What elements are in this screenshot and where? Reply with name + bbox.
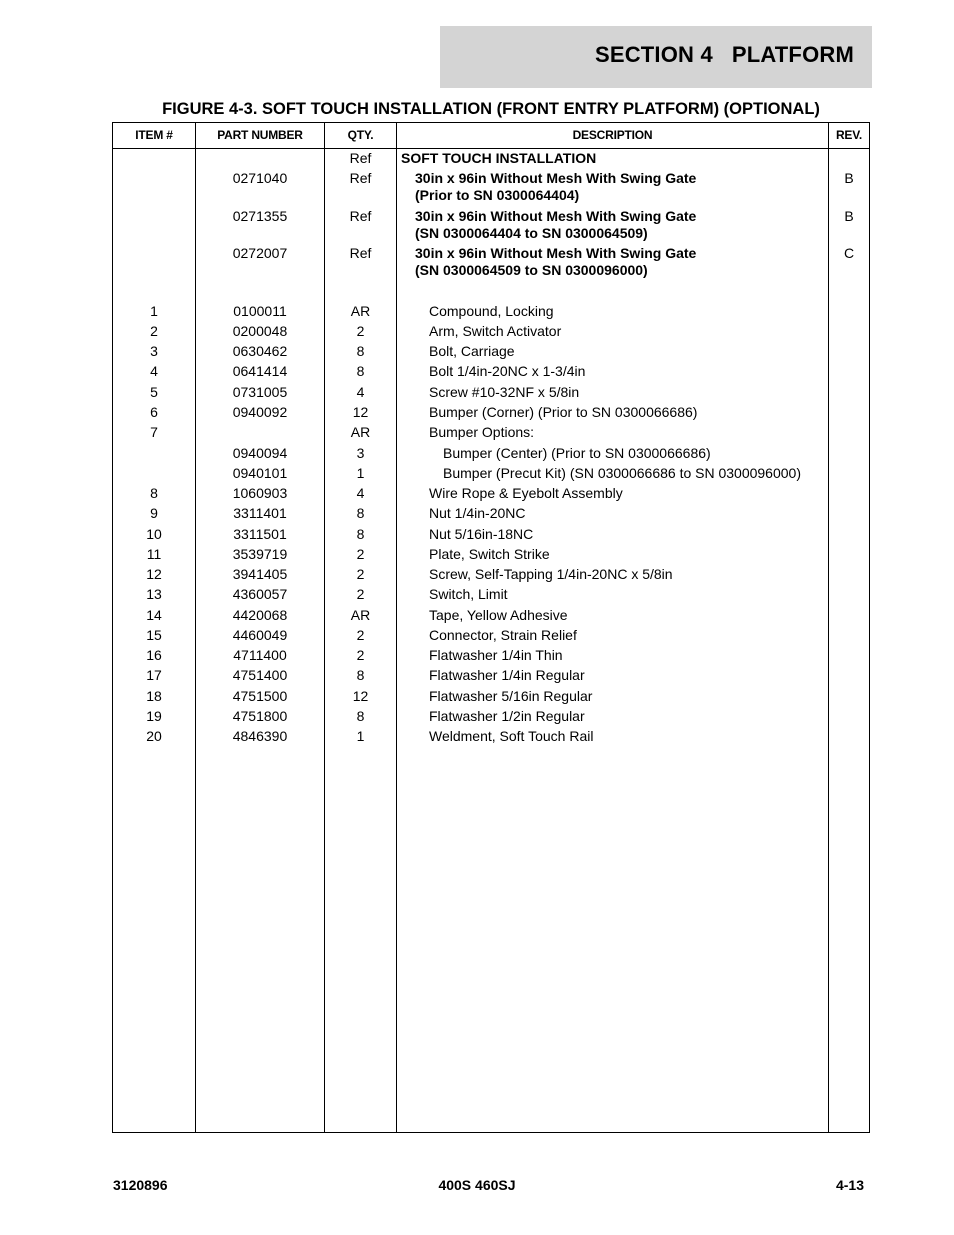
item-number: 6 bbox=[150, 404, 158, 420]
footer-doc-number: 3120896 bbox=[113, 1177, 168, 1193]
description: 30in x 96in Without Mesh With Swing Gate bbox=[415, 245, 697, 261]
description: Connector, Strain Relief bbox=[429, 627, 577, 643]
part-number: 4846390 bbox=[232, 728, 288, 744]
quantity: Ref bbox=[349, 170, 372, 186]
description: Flatwasher 5/16in Regular bbox=[429, 688, 593, 704]
item-number: 7 bbox=[150, 424, 158, 440]
quantity: 2 bbox=[356, 323, 365, 339]
description: Nut 1/4in-20NC bbox=[429, 505, 526, 521]
part-number: 0940094 bbox=[232, 445, 288, 461]
quantity: Ref bbox=[349, 150, 372, 166]
quantity: 8 bbox=[356, 667, 365, 683]
item-number: 3 bbox=[150, 343, 158, 359]
description: Wire Rope & Eyebolt Assembly bbox=[429, 485, 623, 501]
quantity: 2 bbox=[356, 566, 365, 582]
item-number: 13 bbox=[146, 586, 162, 602]
item-number: 4 bbox=[150, 363, 158, 379]
quantity: 3 bbox=[356, 445, 365, 461]
description: Compound, Locking bbox=[429, 303, 554, 319]
quantity: Ref bbox=[349, 245, 372, 261]
quantity: 8 bbox=[356, 708, 365, 724]
part-number: 0641414 bbox=[232, 363, 288, 379]
column-divider bbox=[396, 123, 397, 1132]
parts-table bbox=[112, 122, 870, 1133]
part-number: 4420068 bbox=[232, 607, 288, 623]
description-line-2: (Prior to SN 0300064404) bbox=[415, 187, 580, 203]
part-number: 3311401 bbox=[233, 505, 287, 521]
description: Switch, Limit bbox=[429, 586, 508, 602]
description: Plate, Switch Strike bbox=[429, 546, 550, 562]
part-number: 0940101 bbox=[232, 465, 288, 481]
header-description: DESCRIPTION bbox=[572, 128, 653, 142]
header-divider bbox=[113, 148, 869, 149]
quantity: 12 bbox=[352, 404, 369, 420]
item-number: 2 bbox=[150, 323, 158, 339]
quantity: 4 bbox=[356, 384, 365, 400]
footer-page-number: 4-13 bbox=[835, 1177, 864, 1193]
part-number: 0200048 bbox=[232, 323, 288, 339]
item-number: 8 bbox=[150, 485, 158, 501]
item-number: 17 bbox=[146, 667, 162, 683]
description: 30in x 96in Without Mesh With Swing Gate bbox=[415, 170, 697, 186]
header-part-number: PART NUMBER bbox=[217, 128, 303, 142]
footer-model: 400S 460SJ bbox=[438, 1177, 516, 1193]
part-number: 3941405 bbox=[232, 566, 288, 582]
description: Bumper (Center) (Prior to SN 0300066686) bbox=[443, 445, 711, 461]
description: Nut 5/16in-18NC bbox=[429, 526, 534, 542]
header-rev: REV. bbox=[835, 128, 863, 142]
part-number: 4360057 bbox=[232, 586, 288, 602]
item-number: 10 bbox=[146, 526, 162, 542]
part-number: 0272007 bbox=[232, 245, 288, 261]
quantity: 2 bbox=[356, 627, 365, 643]
item-number: 15 bbox=[146, 627, 162, 643]
description: Arm, Switch Activator bbox=[429, 323, 562, 339]
description: Flatwasher 1/2in Regular bbox=[429, 708, 585, 724]
description: Flatwasher 1/4in Regular bbox=[429, 667, 585, 683]
item-number: 18 bbox=[146, 688, 162, 704]
quantity: Ref bbox=[349, 208, 372, 224]
item-number: 11 bbox=[146, 546, 162, 562]
part-number: 4751800 bbox=[232, 708, 288, 724]
revision: B bbox=[844, 208, 854, 224]
quantity: 8 bbox=[356, 526, 365, 542]
description: Bumper Options: bbox=[429, 424, 535, 440]
header-qty: QTY. bbox=[347, 128, 374, 142]
description-line-2: (SN 0300064404 to SN 0300064509) bbox=[415, 225, 648, 241]
quantity: 1 bbox=[356, 728, 365, 744]
part-number: 4751500 bbox=[232, 688, 288, 704]
description: Screw #10-32NF x 5/8in bbox=[429, 384, 580, 400]
section-title: SECTION 4 PLATFORM bbox=[594, 42, 854, 67]
quantity: 2 bbox=[356, 647, 365, 663]
quantity: 8 bbox=[356, 363, 365, 379]
item-number: 20 bbox=[146, 728, 162, 744]
section-banner bbox=[440, 26, 872, 88]
part-number: 4460049 bbox=[232, 627, 288, 643]
item-number: 16 bbox=[146, 647, 162, 663]
part-number: 0271040 bbox=[232, 170, 288, 186]
description: Weldment, Soft Touch Rail bbox=[429, 728, 594, 744]
part-number: 0630462 bbox=[232, 343, 288, 359]
quantity: 2 bbox=[356, 586, 365, 602]
item-number: 9 bbox=[150, 505, 158, 521]
item-number: 12 bbox=[146, 566, 162, 582]
description: Tape, Yellow Adhesive bbox=[429, 607, 568, 623]
header-item: ITEM # bbox=[135, 128, 173, 142]
description: SOFT TOUCH INSTALLATION bbox=[401, 150, 597, 166]
description: Bolt, Carriage bbox=[429, 343, 515, 359]
quantity: 1 bbox=[356, 465, 365, 481]
part-number: 3311501 bbox=[233, 526, 287, 542]
quantity: 12 bbox=[352, 688, 369, 704]
item-number: 1 bbox=[150, 303, 158, 319]
quantity: AR bbox=[350, 607, 371, 623]
figure-title: FIGURE 4-3. SOFT TOUCH INSTALLATION (FRONT ENTRY PLATFORM) (OPTIONAL) bbox=[162, 100, 820, 118]
item-number: 14 bbox=[146, 607, 162, 623]
part-number: 0100011 bbox=[233, 303, 287, 319]
part-number: 4751400 bbox=[232, 667, 288, 683]
quantity: 2 bbox=[356, 546, 365, 562]
quantity: 4 bbox=[356, 485, 365, 501]
item-number: 19 bbox=[146, 708, 162, 724]
part-number: 4711400 bbox=[233, 647, 287, 663]
quantity: AR bbox=[350, 424, 371, 440]
quantity: 8 bbox=[356, 505, 365, 521]
part-number: 0731005 bbox=[232, 384, 288, 400]
description: Screw, Self-Tapping 1/4in-20NC x 5/8in bbox=[429, 566, 673, 582]
part-number: 1060903 bbox=[232, 485, 288, 501]
description: 30in x 96in Without Mesh With Swing Gate bbox=[415, 208, 697, 224]
quantity: 8 bbox=[356, 343, 365, 359]
description: Bumper (Precut Kit) (SN 0300066686 to SN 0300096000) bbox=[443, 465, 801, 481]
part-number: 0271355 bbox=[232, 208, 288, 224]
description: Flatwasher 1/4in Thin bbox=[429, 647, 563, 663]
part-number: 0940092 bbox=[232, 404, 288, 420]
part-number: 3539719 bbox=[232, 546, 288, 562]
description: Bumper (Corner) (Prior to SN 0300066686) bbox=[429, 404, 698, 420]
description: Bolt 1/4in-20NC x 1-3/4in bbox=[429, 363, 586, 379]
revision: C bbox=[843, 245, 855, 261]
revision: B bbox=[844, 170, 854, 186]
description-line-2: (SN 0300064509 to SN 0300096000) bbox=[415, 262, 648, 278]
item-number: 5 bbox=[150, 384, 158, 400]
quantity: AR bbox=[350, 303, 371, 319]
